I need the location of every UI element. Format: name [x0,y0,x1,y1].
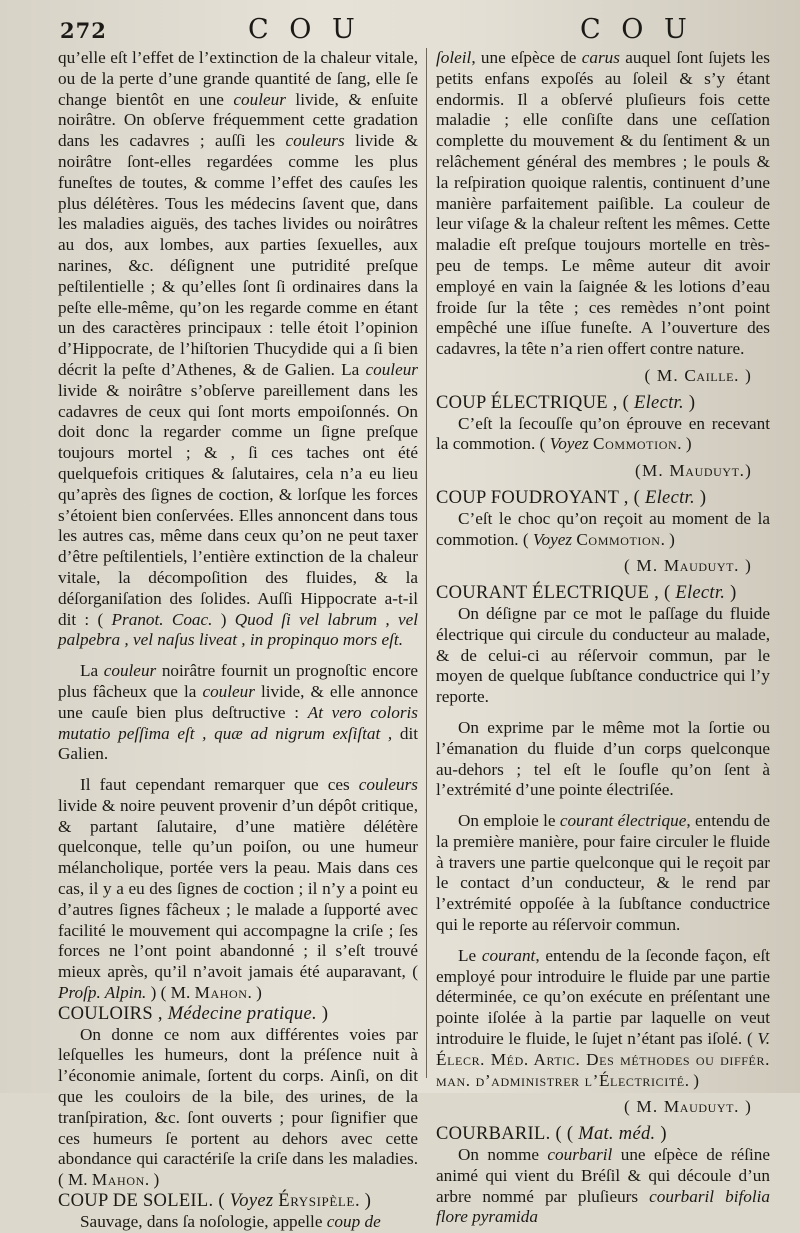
subject-label: Electr. [634,392,684,413]
citation: Pranot. Coac. [111,609,213,629]
term: couleur [233,89,286,109]
text: La [80,661,104,681]
text: noirâtre fournit un prognoſtic encore plus fâcheux que la [58,661,418,701]
see-label: Voyez [229,1191,274,1212]
text: qu’elle eſt l’effet de l’extinction de la chaleur vitale, ou de la perte d’une grande quantité de ſang, elle ſe change bientôt en une [58,48,418,109]
see-label: V. [757,1029,770,1049]
term: couleur [365,359,418,379]
title-text: COUP DE SOLEIL. ( [58,1191,230,1212]
text: Sauvage, dans ſa noſologie, appelle [80,1211,327,1231]
paragraph-couloirs [58,1025,418,1191]
cross-reference: Érysipèle [278,1191,355,1212]
right-column [436,48,770,1228]
text: On emploie le [458,811,560,831]
text: ) [212,609,235,629]
title-text: ) [683,392,696,413]
paragraph-coup-de-soleil-cont [436,48,770,360]
latin-quote: Quod ſi vel labrum , vel palpebra , vel naſus liveat , in propinquo mors eſt. [58,609,418,650]
author-signature [436,366,770,387]
author-name: Mauduyt [663,556,735,576]
text: . ) [660,529,675,549]
text: Il faut cependant remarquer que ces [80,775,359,795]
text: livide & noirâtre ſont-elles regardées comme les plus funeſtes de toutes, & comme l’effet des cauſes les plus délétères. Tous les médecins ſavent que, dans les maladies aiguës, des taches livides ou noirâtres au dos, aux lombes, aux parties ſexuelles, aux narines, &c. déſignent une putridité preſque peſtilentielle ; & qu’elles ſont ſi ordinaires dans la peſte elle-même, qu’on les regarde comme en étant un des caractères principaux : telle étoit l’opinion d’Hippocrate, de l’hiſtorien Thucydide qui a ſi bien décrit la peſte d’Athenes, & de Galien. La [58,131,418,379]
term: coup de [326,1211,381,1231]
running-head [0,14,800,50]
text: On donne ce nom aux différentes voies par leſquelles les humeurs, dont la préſence nuit à l’économie animale, ſortent du corps. Ainſi, on dit que les couloirs de la bile, des urines, de la tranſpiration, &c. ſont ouverts ; pour ſignifier que ces humeurs ſe portent au dehors avec cette abondance qui caractériſe la criſe dans les maladies. ( M. [58,1024,418,1190]
text: ) ( M. [146,983,195,1003]
paragraph-coup-foudroyant [436,509,770,551]
title-text: COUP ÉLECTRIQUE , ( [436,392,635,413]
text: . ) [734,1097,752,1117]
author-signature [436,461,770,482]
text: dit Galien. [58,723,418,764]
subject-label: Electr. [645,487,695,508]
text: . ) [734,365,752,385]
text: livide & noirâtre s’obſerve pareillement dans les cadavres de ceux qui ſont morts empoiſonnés. On doit donc la regarder comme un ſigne preſque toujours mortel ; & , ſi ces taches ont été quelquefois critiques & ſalutaires, cela n’a eu lieu qu’après des ſignes de coction, & lorſque les forces s’étoient bien conſervées. Elles annoncent dans tous les autres cas, même dans ceux qu’on ne peut taxer d’être peſtilentiels, l’entière extinction de la chaleur vitale, la décompoſition des fluides, & la déſorganiſation des ſolides. Auſſi Hippocrate a-t-il dit : ( [58,380,418,629]
text: C’eſt la ſecouſſe qu’on éprouve en recevant la commotion. ( [436,413,770,454]
paragraph-couleur-livide [58,48,418,651]
paragraph-sauvage [58,1212,418,1233]
paragraph-courant-seconde [436,946,770,1092]
paragraph-courbaril [436,1145,770,1228]
term: courant [481,945,536,965]
text: auquel ſont ſujets les petits enfans expoſés au ſoleil & s’y étant endormis. Il a obſervé pluſieurs fois cette maladie ; elle conſiſte dans une ceſſation complette du mouvement & du ſentiment & un relâchement général des membres ; le pouls & la reſpiration quoique ralentis, continuent d’une manière parfaitement paiſible. La couleur de leur viſage & la chaleur reſtent les mêmes. Cette maladie eſt preſque toujours mortelle en très-peu de temps. Le même auteur dit avoir employé en vain la ſaignée & les lotions d’eau froide ſur la tête ; ces remèdes n’ont point empêché une iſſue funeſte. A l’ouverture des cadavres, la tête n’a rien offert contre nature. [436,48,770,359]
cross-reference: Élecr. Méd. Artic. Des méthodes ou différ. man. d’administrer l’Électricité [436,1049,770,1090]
running-head-left: C O U [248,14,361,45]
text: . ) [247,983,262,1003]
text: (M. [635,461,670,481]
text: . ) [677,434,692,454]
paragraph-courant-usage [436,811,770,936]
entry-title-courbaril [436,1124,770,1145]
paragraph-courant-definition: On déſigne par ce mot le paſſage du fluide électrique qui circule du conducteur au malade, & de celui-ci au réſervoir commun, par le moyen de quelque ſubſtance conductrice qui l’y reporte. [436,603,770,707]
text: C’eſt le choc qu’on reçoit au moment de la commotion. ( [436,508,770,549]
entry-title-couloirs [58,1004,418,1025]
term: carus [581,48,620,67]
cross-reference: Commotion [593,434,678,454]
term: courant électrique [559,811,687,831]
text: .) [739,461,752,481]
entry-title-coup-foudroyant [436,488,770,509]
text: Le [458,945,482,965]
author-name: Mauduyt [669,461,740,481]
author-signature [436,1097,770,1118]
page-number: 272 [60,18,107,43]
title-text: ) [655,1124,667,1145]
paragraph-remarquer [58,775,418,1004]
author-name: Mahon [91,1170,145,1190]
entry-title-courant-electrique [436,583,770,604]
author-name: Caille [684,365,735,385]
text: ( M. [624,1097,664,1117]
text: On nomme [458,1145,548,1165]
paragraph-couleur-noiratre [58,661,418,765]
text: , entendu de la première manière, pour faire circuler le fluide à travers une partie quelconque qui le reçoit par le contact d’un conducteur, & le rend par l’extrémité oppoſée à la ſubſtance conductrice qui le reporte au réſervoir commun. [436,811,770,935]
subject-label: Mat. méd. [578,1124,656,1145]
term: couleur [202,681,255,701]
text: . ) [684,1070,700,1090]
latin-name: courbaril bifolia flore pyramida [436,1186,770,1227]
author-signature [436,556,770,577]
running-head-right: C O U [580,14,693,45]
author-name: Mahon [194,983,248,1003]
paragraph-coup-electrique [436,414,770,456]
title-text: COUP FOUDROYANT , ( [436,487,646,508]
text: , entendu de la ſeconde façon, eſt employé pour introduire le fluide par une partie déterminée, ce qu’on exécute en préſentant une pointe iſolée à la partie par laquelle on veut introduire le fluide, le ſujet n’étant pas iſolé. ( [436,945,770,1049]
title-text: . ) [354,1191,372,1212]
paragraph-courant-emanation: On exprime par le même mot la ſortie ou l’émanation du fluide d’un corps quelconque au-dehors ; tel eſt le ſoufle qu’on ſent à l’extrémité d’une pointe électriſée. [436,717,770,800]
left-column [58,48,418,1233]
title-text: COURANT ÉLECTRIQUE , ( [436,583,676,604]
term: couleurs [358,775,418,795]
term: ſoleil [436,48,472,67]
text: , une eſpèce de [471,48,582,67]
text: livide, & enſuite noirâtre. On obſerve fréquemment cette gradation dans les cadavres ; auſſi les [58,89,418,151]
term: courbaril [547,1145,613,1165]
term: couleurs [285,131,345,151]
text: ( M. [624,556,664,576]
title-text: ) [316,1003,329,1024]
title-text: ) [725,583,737,604]
author-name: Mauduyt [663,1097,735,1117]
title-text: ) [694,487,707,508]
text: . ) [144,1170,160,1190]
text: livide, & elle annonce une cauſe bien plus deſtructive : [58,681,418,722]
column-divider [426,48,427,1078]
entry-title-coup-electrique [436,393,770,414]
subject-label: Electr. [675,583,726,604]
see-label: Voyez [549,434,589,454]
term: couleur [103,661,157,681]
subject-label: Médecine pratique. [167,1003,317,1024]
entry-title-coup-de-soleil [58,1191,418,1212]
latin-quote: At vero coloris mutatio peſſima eſt , quæ ad nigrum exſiſtat , [58,702,418,743]
text: ( M. [644,365,685,385]
text: une eſpèce de réſine animé qui vient du Bréſil & qui découle d’un arbre nommé par pluſieurs [436,1145,770,1206]
text: . ) [734,556,752,576]
citation: Proſp. Alpin. [58,983,147,1003]
see-label: Voyez [532,529,573,549]
title-text: COURBARIL. ( ( [436,1124,579,1145]
text: livide & noire peuvent provenir d’un dépôt critique, & partant ſalutaire, d’une matière délétère quelconque, telle qu’un poiſon, ou une humeur mélancholique, portée vers la peau. Mais dans ces cas, il y a eu des ſignes de coction ; il n’y a point eu d’autres ſignes fâcheux ; le malade a ſupporté avec facilité le mouvement qui accompagne la criſe ; ſes forces ne l’ont point abandonné ; il s’eſt trouvé mieux après, qu’il n’avoit jamais été auparavant, ( [58,795,418,982]
title-text: COULOIRS , [58,1003,168,1024]
cross-reference: Commotion [576,529,661,549]
